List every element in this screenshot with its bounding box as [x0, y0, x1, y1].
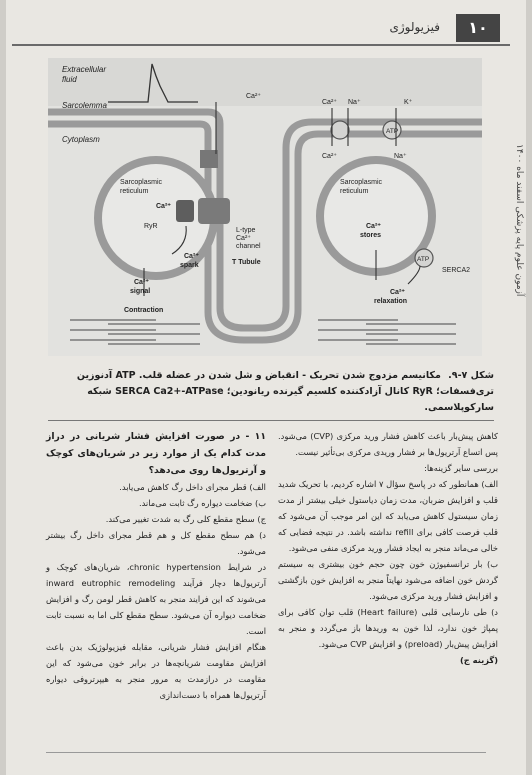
label-extracellular-1: Extracellular	[62, 65, 107, 74]
right-column	[278, 428, 498, 668]
caption-label: شکل ۷-۹.	[448, 370, 494, 381]
label-signal: signal	[130, 288, 151, 295]
sarcolemma-ca-channel	[200, 150, 218, 168]
side-vertical-text: آزمون علوم پایه پزشکی اسفند ماه ۱۴۰۰	[514, 143, 524, 297]
book-page	[6, 0, 526, 775]
label-ca-exchanger: Ca²⁺	[322, 99, 337, 106]
question-option: د) هم سطح مقطع کل و هم قطر مجرای داخل رگ بیشتر می‌شود.	[46, 530, 266, 556]
myofilaments-relaxation	[318, 320, 456, 344]
label-sr-left-2: reticulum	[120, 188, 149, 195]
answer-paragraph: بررسی سایر گزینه‌ها:	[424, 463, 498, 473]
label-ltype-3: channel	[236, 243, 261, 250]
caption-text-4: شبکه سارکوپلاسمی.	[87, 386, 494, 413]
question-option: الف) قطر مجرای داخل رگ کاهش می‌یابد.	[119, 482, 266, 492]
label-ca-sr-left: Ca²⁺	[156, 203, 171, 210]
answer-paragraph: د) طی نارسایی قلبی (Heart failure) قلب توان کافی برای پمپاژ خون ندارد، لذا خون به وریدها باز می‌گردد و منجر به افزایش پیش‌بار (preload) و افزایش CVP می‌شود.	[278, 607, 499, 649]
question-option: ب) ضخامت دیواره رگ ثابت می‌ماند.	[138, 498, 266, 508]
label-signal-ca: Ca²⁺	[134, 279, 149, 286]
question-option: ج) سطح مقطع کلی رگ به شدت تغییر می‌کند.	[105, 514, 266, 524]
label-relaxation: relaxation	[374, 298, 408, 305]
label-sr-right-1: Sarcoplasmic	[340, 179, 383, 186]
explanation-paragraph: هنگام افزایش فشار شریانی، مقابله فیزیولوژیک بدن باعث افزایش مقاومت شریانچه‌ها در برابر خون می‌شود که این مقاومت در درازمدت به مرور منجر به هیپرتروفی دیواره آرتریول‌ها همراه با دست‌اندازی	[46, 642, 266, 700]
label-na-low: Na⁺	[394, 153, 407, 160]
label-k: K⁺	[404, 99, 413, 106]
label-spark-ca: Ca²⁺	[184, 253, 199, 260]
answer-paragraph: الف) همانطور که در پاسخ سؤال ۷ اشاره کردیم، با تحریک شدید قلب و افزایش ضربان، مدت زمان دیاستول خیلی بیشتر از مدت زمان سیستول کاهش می‌یابد که این امر موجب آن می‌شود که قلب فرصت کافی برای refill نداشته باشد. در نتیجه فضایی که خالی می‌ماند منجر به ایجاد فشار ورید مرکزی منفی می‌شود.	[278, 479, 499, 553]
caption-text-3: کانال آزادکننده کلسیم گیرنده ریانودین؛	[226, 386, 410, 397]
explanation-paragraph: در شرایط chronic hypertension، شریان‌های کوچک و آرتریول‌ها دچار فرآیند inward eutrophic remodeling می‌شوند که این فرایند منجر به کاهش قطر لومن رگ و افزایش ضخامت دیواره آن می‌شود. سطح مقطع کلی اما به نسبت ثابت است.	[46, 562, 267, 636]
label-stores: stores	[360, 232, 382, 239]
label-ltype-2: Ca²⁺	[236, 235, 251, 242]
label-contraction: Contraction	[124, 307, 164, 314]
label-ca-exchanger-low: Ca²⁺	[322, 153, 337, 160]
caption-en-2: RyR	[412, 386, 433, 397]
caption-text-2: آدنوزین تری‌فسفات؛	[76, 370, 494, 397]
label-na: Na⁺	[348, 99, 361, 106]
myofilaments-contraction	[70, 320, 200, 344]
label-atp-top: ATP	[386, 128, 399, 135]
figure-diagram	[48, 58, 482, 356]
label-atp-serca: ATP	[417, 256, 430, 263]
ryr-channel	[176, 200, 194, 222]
excitation-contraction-figure	[48, 58, 482, 356]
running-title: فیزیولوژی	[389, 20, 440, 34]
label-stores-ca: Ca²⁺	[366, 223, 381, 230]
label-ltype-1: L-type	[236, 227, 256, 234]
label-sarcolemma: Sarcolemma	[62, 101, 107, 110]
label-ryr: RyR	[144, 223, 158, 230]
answer-paragraph: کاهش پیش‌بار باعث کاهش فشار ورید مرکزی (CVP) می‌شود. پس اتساع آرتریول‌ها بر فشار وریدی مرکزی بی‌تأثیر نیست.	[278, 431, 498, 457]
footer-rule	[46, 752, 486, 753]
caption-divider	[48, 420, 494, 421]
extracellular-region	[48, 58, 482, 106]
label-extracellular-2: fluid	[62, 75, 77, 84]
label-spark: spark	[180, 262, 199, 269]
label-ttubule: T Tubule	[232, 259, 261, 266]
figure-caption	[48, 368, 494, 416]
label-relax-ca: Ca²⁺	[390, 289, 405, 296]
l-type-channel	[198, 198, 230, 224]
label-sr-right-2: reticulum	[340, 188, 369, 195]
label-cytoplasm: Cytoplasm	[62, 135, 100, 144]
question-11: ۱۱ - در صورت افزایش فشار شریانی در دراز مدت کدام یک از موارد زیر در شریان‌های کوچک و آرتریول‌ها روی می‌دهد؟	[46, 431, 266, 476]
na-ca-exchanger	[331, 121, 349, 139]
page-number: ۱۰	[456, 14, 500, 42]
label-serca2: SERCA2	[442, 267, 471, 274]
label-ca-top: Ca²⁺	[246, 93, 261, 100]
caption-en-4: Ca2+-ATPase	[153, 386, 224, 397]
caption-en-3: SERCA	[115, 386, 151, 397]
answer-paragraph: ب) بار ترانسفیوژن خون چون حجم خون بیشتری به سیستم گردش خون اضافه می‌شود نهایتاً منجر به افزایش خون بازگشتی و افزایش فشار ورید مرکزی می‌شود.	[278, 559, 498, 601]
page-header	[12, 14, 510, 46]
answer-choice: (گزینه ج)	[460, 655, 498, 665]
left-column	[46, 428, 266, 703]
caption-en-1: ATP	[115, 370, 136, 381]
caption-text-1: مکانیسم مزدوج شدن تحریک - انقباض و شل شدن در عضله قلب.	[138, 370, 441, 381]
label-sr-left-1: Sarcoplasmic	[120, 179, 163, 186]
